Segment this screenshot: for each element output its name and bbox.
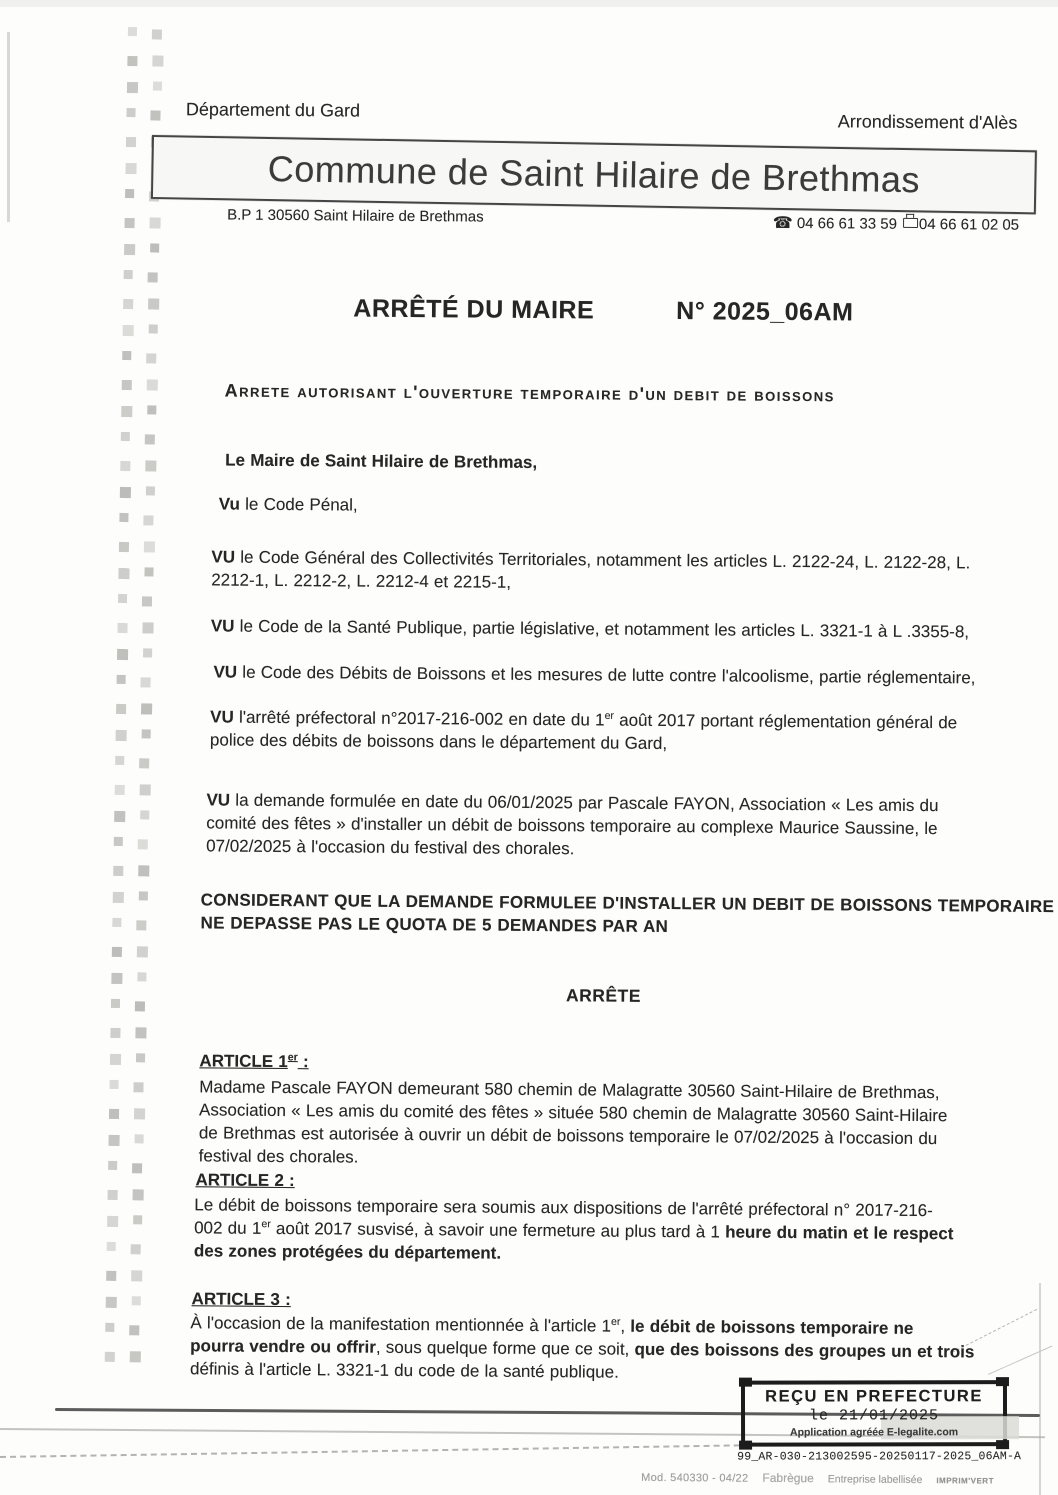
stamp-corner-mark [739,1441,752,1450]
considerant-paragraph: CONSIDERANT QUE LA DEMANDE FORMULEE D'INSTALLER UN DEBIT DE BOISSONS TEMPORAIRE NE DEPASSE PAS LE QUOTA DE 5 DEMANDES PAR AN [200,890,1055,937]
stamp-application-label: Application agréée E-legalite.com [790,1426,959,1439]
phone-number: 04 66 61 33 59 [796,215,898,233]
print-footer [641,1470,994,1487]
recital-maire: Le Maire de Saint Hilaire de Brethmas, [225,450,538,472]
decree-number: N° 2025_06AM [676,297,854,327]
article-3-body: À l'occasion de la manifestation mentionnée à l'article 1er, le débit de boissons temporaire ne pourra vendre ou offrir, sous quelque forme que ce soit, que des boissons des groupes un et trois définis à l'article L. 3321-1 du code de la santé publique. [189,1313,975,1382]
article-3-heading: ARTICLE 3 : [191,1289,291,1310]
decree-title: ARRÊTÉ DU MAIRE [353,294,595,325]
recital-arrete-prefectoral: VU l'arrêté préfectoral n°2017-216-002 en date du 1er août 2017 portant réglementation général de police des débits de boissons dans le département du Gard, [209,707,958,754]
recital-code-penal: Vu le Code Pénal, [218,494,358,515]
department-label: Département du Gard [185,99,361,121]
stamp-corner-mark [996,1440,1009,1449]
commune-title-box [151,135,1037,214]
recital-demande: VU la demande formulée en date du 06/01/2025 par Pascale FAYON, Association « Les amis du comité des fêtes » d'installer un débit de boissons temporaire au complexe Maurice Saussine, le 07/02/2025 à l'occasion du festival des chorales. [206,790,939,859]
decree-title-row [353,295,853,328]
decree-subtitle: Arrete autorisant l'ouverture temporaire d'un debit de boissons [224,380,835,406]
decree-heading: ARRÊTE [565,985,642,1006]
recital-cgct: VU le Code Général des Collectivités Territoriales, notamment les articles L. 2122-24, L. 2122-28, L. 2212-1, L. 2212-2, L. 2212-4 et 2215-1, [211,547,971,592]
stamp-received-label: REÇU EN PREFECTURE [765,1387,983,1406]
commune-title: Commune de Saint Hilaire de Brethmas [267,147,921,201]
prefecture-stamp [737,1380,1022,1464]
print-model-number: Mod. 540330 - 04/22 [641,1471,749,1485]
article-1-heading: ARTICLE 1er : [199,1051,309,1072]
address-line: B.P 1 30560 Saint Hilaire de Brethmas [227,206,484,226]
stamp-corner-mark [996,1377,1009,1386]
stamp-reference-number: 99_AR-030-213002595-20250117-2025_06AM-A [737,1450,1022,1464]
fax-number: 04 66 61 02 05 [918,215,1020,234]
recital-sante-publique: VU le Code de la Santé Publique, partie législative, et notamment les articles L. 3321-1 à L .3355-8, [210,616,970,642]
phone-icon: ☎ [772,214,793,232]
printer-brand: Fabrègue [762,1470,814,1486]
article-2-body: Le débit de boissons temporaire sera soumis aux dispositions de l'arrêté préfectoral n° 2017-216- 002 du 1er août 2017 susvisé, à savoir une fermeture au plus tard à 1 heure du matin et le respect des zones protégées du département. [193,1195,954,1263]
contact-line [689,212,1019,235]
article-2-heading: ARTICLE 2 : [195,1170,295,1191]
stamp-date: le 21/01/2025 [808,1407,940,1425]
recital-debits-boissons: VU le Code des Débits de Boissons et les mesures de lutte contre l'alcoolisme, partie réglementaire, [213,662,976,688]
imprim-vert-logo: IMPRIM'VERT [936,1476,995,1486]
arrondissement-label: Arrondissement d'Alès [837,111,1018,133]
fax-icon [903,218,918,228]
prefecture-stamp-frame [741,1380,1007,1446]
article-1-body: Madame Pascale FAYON demeurant 580 chemin de Malagratte 30560 Saint-Hilaire de Brethmas, Association « Les amis du comité des fêtes » située 580 chemin de Malagratte 30560 Saint-Hilaire de Brethmas est autorisée à ouvrir un débit de boissons temporaire le 07/02/2025 à l'occasion du festival des chorales. [198,1077,948,1167]
stamp-corner-mark [739,1378,752,1387]
printer-label: Entreprise labellisée [827,1473,923,1487]
